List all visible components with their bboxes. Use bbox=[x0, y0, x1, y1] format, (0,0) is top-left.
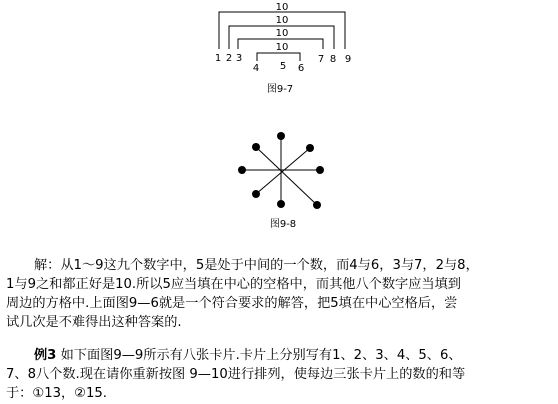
bracket-label: 10 bbox=[275, 15, 289, 26]
solution-line: 解：从1～9这九个数字中，5是处于中间的一个数，而4与6，3与7，2与8， bbox=[34, 258, 479, 273]
number-7: 7 bbox=[317, 54, 325, 65]
bracket-label: 10 bbox=[275, 42, 289, 53]
figure-9-8-caption: 图9-8 bbox=[269, 219, 297, 230]
dot-top-right bbox=[306, 144, 314, 152]
dot-top bbox=[277, 132, 285, 140]
dot-bottom-right bbox=[313, 201, 321, 209]
example-3-paragraph bbox=[6, 346, 554, 403]
number-6: 6 bbox=[297, 63, 305, 74]
dot-top-left bbox=[252, 143, 260, 151]
example-3-first-line bbox=[6, 346, 554, 365]
figure-9-8 bbox=[0, 110, 558, 240]
number-3: 3 bbox=[235, 53, 243, 64]
number-9: 9 bbox=[344, 54, 352, 65]
solution-line: 试几次是不难得出这种答案的. bbox=[6, 315, 182, 330]
figure-9-7-caption: 图9-7 bbox=[266, 84, 294, 95]
example-3-line: 于：①13，②15. bbox=[6, 386, 107, 401]
star-line-diagonal-a bbox=[256, 147, 317, 205]
solution-paragraph bbox=[6, 256, 554, 332]
dot-right bbox=[316, 166, 324, 174]
number-2: 2 bbox=[225, 53, 233, 64]
example-3-label: 例3 bbox=[34, 348, 57, 363]
example-3-line: 7、8八个数.现在请你重新按图 9—10进行排列，使每边三张卡片上的数的和等 bbox=[6, 367, 466, 382]
dot-bottom bbox=[277, 200, 285, 208]
solution-line: 1与9之和都正好是10.所以5应当填在中心的空格中，而其他八个数字应当填到 bbox=[6, 277, 461, 292]
figure-9-7 bbox=[0, 0, 558, 100]
number-1: 1 bbox=[214, 53, 222, 64]
bracket-4-6 bbox=[257, 53, 300, 61]
solution-line: 周边的方格中.上面图9—6就是一个符合要求的解答，把5填在中心空格后，尝 bbox=[6, 296, 458, 311]
bracket-label: 10 bbox=[275, 28, 289, 39]
dot-bottom-left bbox=[252, 190, 260, 198]
example-3-line: 如下面图9—9所示有八张卡片.卡片上分别写有1、2、3、4、5、6、 bbox=[56, 348, 462, 363]
number-8: 8 bbox=[329, 54, 337, 65]
bracket-label: 10 bbox=[275, 2, 289, 13]
dot-left bbox=[238, 166, 246, 174]
number-5: 5 bbox=[279, 61, 287, 72]
number-4: 4 bbox=[252, 63, 260, 74]
